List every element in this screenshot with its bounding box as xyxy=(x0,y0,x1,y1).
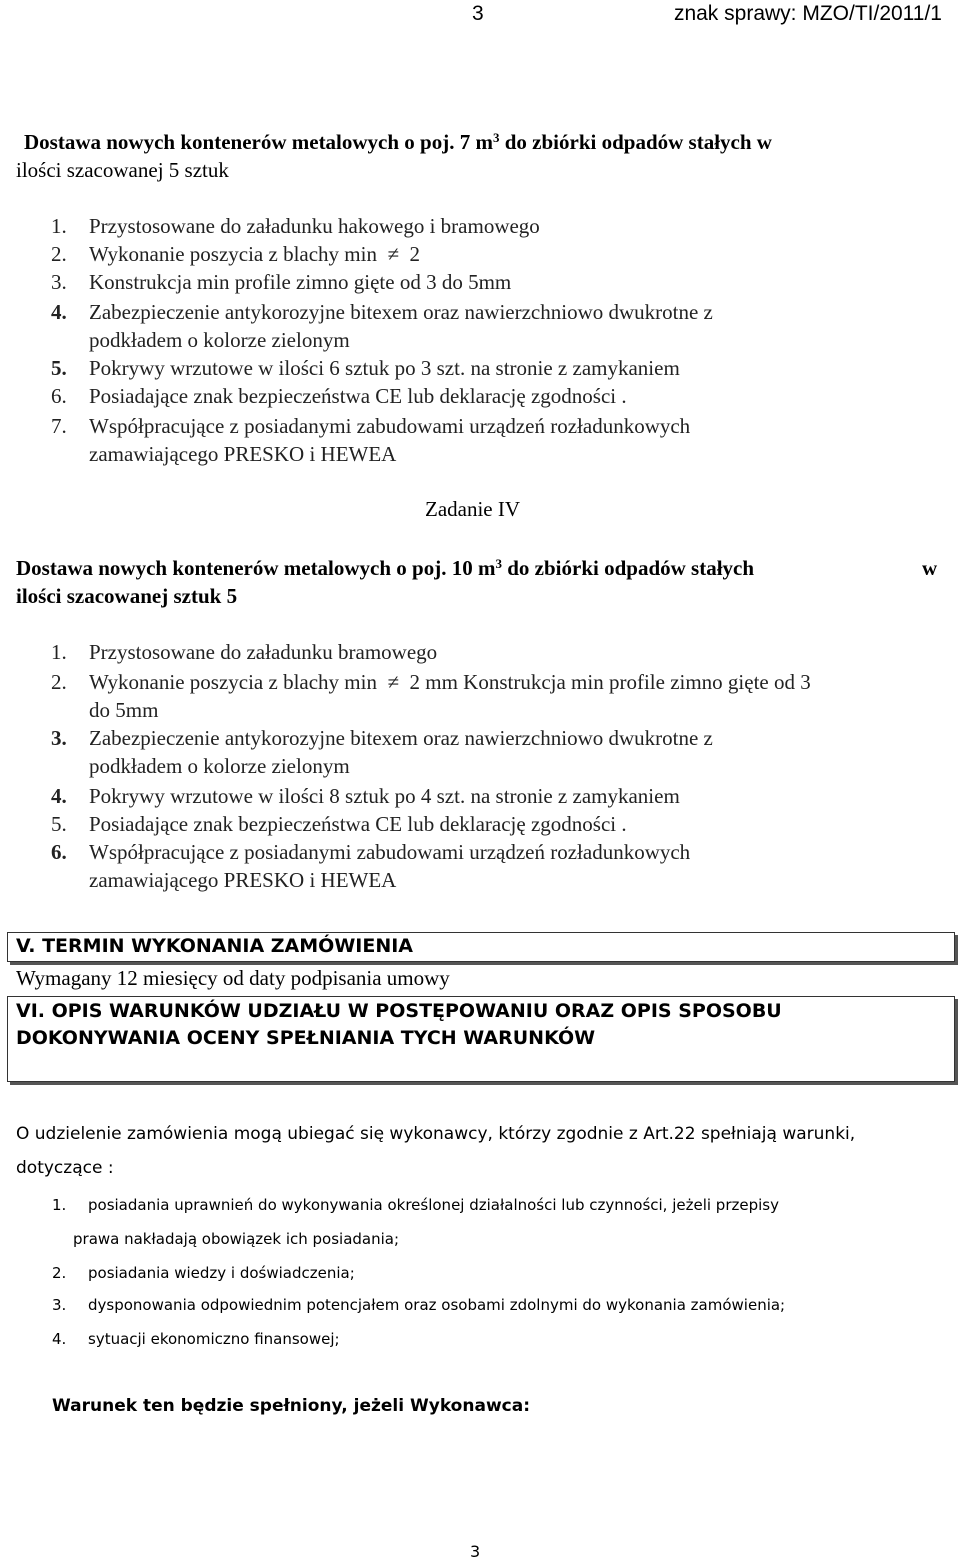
condition-item-cont: prawa nakładają obowiązek ich posiadania; xyxy=(73,1230,400,1248)
intro-line1: O udzielenie zamówienia mogą ubiegać się wykonawcy, którzy zgodnie z Art.22 spełniają warunki, xyxy=(16,1124,856,1144)
footer-page-number: 3 xyxy=(470,1542,481,1561)
list-item: 3. Konstrukcja min profile zimno gięte od 3 do 5mm xyxy=(51,270,512,294)
not-equal-symbol: ≠ xyxy=(387,670,399,694)
section-vi-box xyxy=(7,996,955,1082)
list-item: 4. Pokrywy wrzutowe w ilości 8 sztuk po 4 szt. na stronie z zamykaniem xyxy=(51,784,680,808)
list-item: 1. Przystosowane do załadunku hakowego i bramowego xyxy=(51,214,540,238)
condition-item: 1. posiadania uprawnień do wykonywania określonej działalności lub czynności, jeżeli przepisy xyxy=(52,1196,779,1214)
list-item: 6. Posiadające znak bezpieczeństwa CE lub deklarację zgodności . xyxy=(51,384,627,408)
section-b-title-line2: ilości szacowanej sztuk 5 xyxy=(16,584,238,608)
condition-item: 4. sytuacji ekonomiczno finansowej; xyxy=(52,1330,340,1348)
condition-item: 3. dysponowania odpowiednim potencjałem oraz osobami zdolnymi do wykonania zamówienia; xyxy=(52,1296,786,1314)
section-v-box xyxy=(7,932,955,962)
section-a-title-line2: ilości szacowanej 5 sztuk xyxy=(16,158,229,182)
case-reference: znak sprawy: MZO/TI/2011/1 xyxy=(673,2,942,25)
section-v-title: V. TERMIN WYKONANIA ZAMÓWIENIA xyxy=(16,935,414,957)
section-b-title: Dostawa nowych kontenerów metalowych o poj. 10 $m^3$ do zbiórki odpadów stałych xyxy=(16,556,755,580)
section-v-line: Wymagany 12 miesięcy od daty podpisania umowy xyxy=(16,966,450,990)
final-statement: Warunek ten będzie spełniony, jeżeli Wykonawca: xyxy=(52,1396,530,1416)
list-item: 3. Zabezpieczenie antykorozyjne bitexem oraz nawierzchniowo dwukrotne z podkładem o kolorze zielonym xyxy=(51,726,713,778)
list-item: 4. Zabezpieczenie antykorozyjne bitexem oraz nawierzchniowo dwukrotne z podkładem o kolorze zielonym xyxy=(51,300,713,352)
list-item: 2. Wykonanie poszycia z blachy min ≠ 2 xyxy=(51,242,420,266)
list-item: 5. Posiadające znak bezpieczeństwa CE lub deklarację zgodności . xyxy=(51,812,627,836)
condition-item: 2. posiadania wiedzy i doświadczenia; xyxy=(52,1264,355,1282)
list-item: 1. Przystosowane do załadunku bramowego xyxy=(51,640,438,664)
section-a-title: Dostawa nowych kontenerów metalowych o poj. 7 $m^3$ do zbiórki odpadów stałych w xyxy=(24,130,772,154)
superscript: 3 xyxy=(492,130,500,145)
section-b-title-w: w xyxy=(922,556,938,580)
list-item: 7. Współpracujące z posiadanymi zabudowami urządzeń rozładunkowych zamawiającego PRESKO i HEWEA xyxy=(51,414,691,466)
list-item: 6. Współpracujące z posiadanymi zabudowami urządzeń rozładunkowych zamawiającego PRESKO i HEWEA xyxy=(51,840,691,892)
page-number: 3 xyxy=(472,2,484,25)
list-item: 2. Wykonanie poszycia z blachy min ≠ 2 mm Konstrukcja min profile zimno gięte od 3 do 5mm xyxy=(51,670,811,722)
superscript: 3 xyxy=(495,556,502,571)
not-equal-symbol: ≠ xyxy=(387,242,399,266)
section-vi-title-line2: DOKONYWANIA OCENY SPEŁNIANIA TYCH WARUNKÓW xyxy=(16,1027,596,1049)
intro-line2: dotyczące : xyxy=(16,1158,114,1178)
task-heading: Zadanie IV xyxy=(425,497,521,521)
list-item: 5. Pokrywy wrzutowe w ilości 6 sztuk po 3 szt. na stronie z zamykaniem xyxy=(51,356,680,380)
section-vi-title-line1: VI. OPIS WARUNKÓW UDZIAŁU W POSTĘPOWANIU ORAZ OPIS SPOSOBU xyxy=(16,1000,782,1022)
